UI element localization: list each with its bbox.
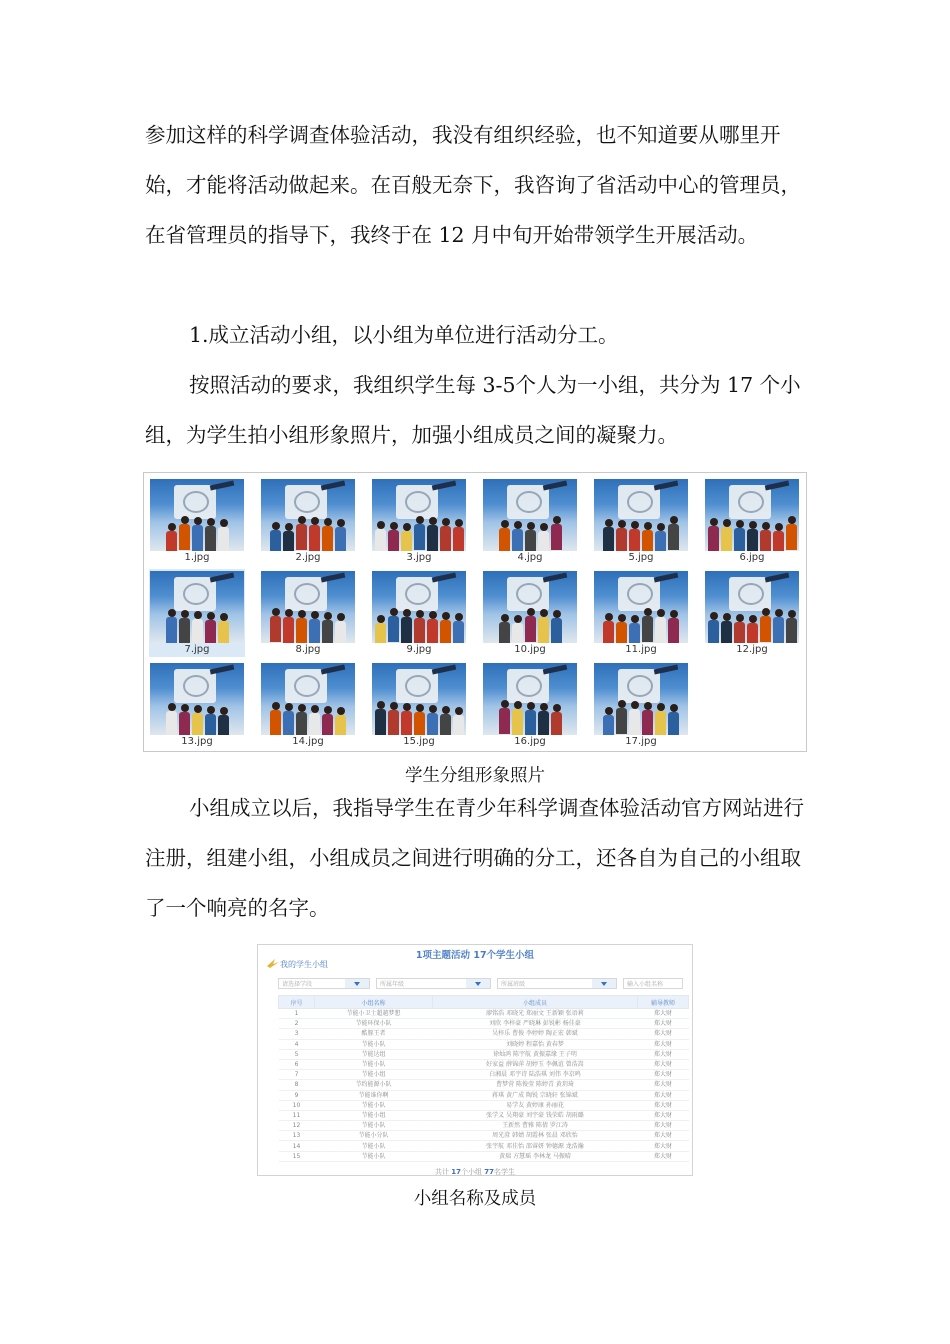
- cell-group-name: 节能小分队: [315, 1131, 433, 1141]
- section-heading: 1.成立活动小组，以小组为单位进行活动分工。: [189, 323, 619, 347]
- cell-teacher: 郑大财: [638, 1049, 689, 1059]
- table-row: [279, 1070, 689, 1080]
- photo-thumbnail[interactable]: [371, 569, 467, 657]
- summary-prefix: 共计: [435, 1168, 450, 1176]
- photo-image: [483, 571, 577, 643]
- photo-thumbnail[interactable]: [482, 661, 578, 749]
- cell-group-name: 节能小组: [315, 1070, 433, 1080]
- cell-index: 1: [279, 1009, 315, 1019]
- cell-members: 徐灿鸿 陈宇航 黄振嘉缘 王子明: [433, 1049, 638, 1059]
- cell-index: 5: [279, 1049, 315, 1059]
- cell-members: 张宇航 邓佳怡 邵睿妍 钟德源 龙浩瀚: [433, 1141, 638, 1151]
- table-row: [279, 1039, 689, 1049]
- cell-members: 曹梦营 陈俊莹 陈婷青 黄玥琦: [433, 1080, 638, 1090]
- photo-image: [261, 663, 355, 735]
- cell-group-name: 酷豚王者: [315, 1029, 433, 1039]
- paragraph-groups: 按照活动的要求，我组织学生每 3-5个人为一小组，共分为 17 个小组，为学生拍小组形象照片，加强小组成员之间的凝聚力。: [145, 373, 801, 447]
- photo-filename: 10.jpg: [514, 644, 546, 655]
- stage-select[interactable]: [278, 978, 370, 989]
- cell-group-name: 节能谁你啊: [315, 1090, 433, 1100]
- grade-select-label: 所属年级: [380, 981, 405, 988]
- photo-grid: [143, 472, 807, 752]
- photo-image: [150, 479, 244, 551]
- cell-teacher: 郑大财: [638, 1110, 689, 1120]
- cell-members: 黄瑞 方慧瑶 李林龙 马振晴: [433, 1151, 638, 1161]
- photo-filename: 9.jpg: [406, 644, 432, 655]
- group-list-brand: 我的学生小组: [280, 960, 328, 969]
- cell-members: 刘晓婷 程嘉怡 黄春梦: [433, 1039, 638, 1049]
- photo-image: [483, 663, 577, 735]
- cell-group-name: 节能小卫士超越梦想: [315, 1009, 433, 1019]
- photo-filename: 7.jpg: [184, 644, 210, 655]
- photo-thumbnail[interactable]: [371, 661, 467, 749]
- cell-index: 13: [279, 1131, 315, 1141]
- cell-members: 好家益 薛锦萍 胡婷玉 李佩谊 曾浩嵩: [433, 1059, 638, 1069]
- photo-caption: 学生分组形象照片: [405, 766, 545, 786]
- cell-teacher: 郑大财: [638, 1039, 689, 1049]
- cell-index: 3: [279, 1029, 315, 1039]
- stage-select-label: 请选择学段: [282, 981, 313, 988]
- class-select[interactable]: [497, 978, 617, 989]
- cell-teacher: 郑大财: [638, 1059, 689, 1069]
- cell-members: 廖铭浩 邓晓光 郑丽文 王新颖 张语莉: [433, 1009, 638, 1019]
- photo-image: [372, 663, 466, 735]
- photo-image: [594, 479, 688, 551]
- cell-members: 吴梓乐 曹俊 李婷婷 陶正宏 韩斌: [433, 1029, 638, 1039]
- photo-thumbnail[interactable]: [149, 569, 245, 657]
- photo-thumbnail[interactable]: [149, 661, 245, 749]
- photo-image: [150, 571, 244, 643]
- photo-filename: 15.jpg: [403, 736, 435, 747]
- photo-filename: 12.jpg: [736, 644, 768, 655]
- cell-index: 14: [279, 1141, 315, 1151]
- cell-members: 张学义 吴翔豪 刘宇豪 钱荣皓 胡雨璐: [433, 1110, 638, 1120]
- cell-teacher: 郑大财: [638, 1080, 689, 1090]
- cell-index: 6: [279, 1059, 315, 1069]
- paragraph-registration: 小组成立以后，我指导学生在青少年科学调查体验活动官方网站进行注册，组建小组，小组成员之间进行明确的分工，还各自为自己的小组取了一个响亮的名字。: [145, 796, 804, 920]
- photo-filename: 13.jpg: [181, 736, 213, 747]
- photo-filename: 6.jpg: [739, 552, 765, 563]
- photo-image: [705, 571, 799, 643]
- photo-filename: 8.jpg: [295, 644, 321, 655]
- cell-members: 白湘晨 邓宇诗 陆浩琪 刘伟 李京鸣: [433, 1070, 638, 1080]
- col-header-name: 小组名称: [315, 996, 433, 1009]
- cell-index: 9: [279, 1090, 315, 1100]
- photo-filename: 16.jpg: [514, 736, 546, 747]
- photo-filename: 2.jpg: [295, 552, 321, 563]
- photo-filename: 17.jpg: [625, 736, 657, 747]
- photo-thumbnail[interactable]: [704, 477, 800, 565]
- cell-teacher: 郑大财: [638, 1090, 689, 1100]
- photo-thumbnail[interactable]: [704, 569, 800, 657]
- photo-thumbnail[interactable]: [593, 569, 689, 657]
- cell-group-name: 节能小队: [315, 1141, 433, 1151]
- class-select-label: 所属班级: [501, 981, 526, 988]
- chevron-down-icon: [592, 979, 616, 988]
- table-row: [279, 1049, 689, 1059]
- cell-index: 12: [279, 1121, 315, 1131]
- photo-filename: 11.jpg: [625, 644, 657, 655]
- photo-filename: 5.jpg: [628, 552, 654, 563]
- table-row: [279, 1009, 689, 1019]
- group-table: [278, 995, 689, 1162]
- table-row: [279, 1029, 689, 1039]
- cell-group-name: 节能小组: [315, 1110, 433, 1120]
- photo-filename: 3.jpg: [406, 552, 432, 563]
- cell-teacher: 郑大财: [638, 1070, 689, 1080]
- photo-thumbnail[interactable]: [260, 661, 356, 749]
- group-list-title: 1项主题活动 17个学生小组: [415, 950, 535, 961]
- cell-members: 王新然 曹雅 陈倩 罗江涛: [433, 1121, 638, 1131]
- cell-members: 易学友 黄婷康 孙丽花: [433, 1100, 638, 1110]
- cell-teacher: 郑大财: [638, 1100, 689, 1110]
- photo-image: [261, 571, 355, 643]
- table-row: [279, 1110, 689, 1120]
- cell-members: 蒋琪 黄广成 陶锐 宗晓轩 张锦斌: [433, 1090, 638, 1100]
- cell-group-name: 节能达组: [315, 1049, 433, 1059]
- filter-bar: [278, 978, 684, 990]
- table-row: [279, 1019, 689, 1029]
- photo-filename: 14.jpg: [292, 736, 324, 747]
- photo-filename: 4.jpg: [517, 552, 543, 563]
- photo-thumbnail[interactable]: [260, 569, 356, 657]
- cell-teacher: 郑大财: [638, 1009, 689, 1019]
- col-header-teacher: 辅导教师: [638, 996, 689, 1009]
- photo-thumbnail[interactable]: [149, 477, 245, 565]
- cell-teacher: 郑大财: [638, 1029, 689, 1039]
- col-header-members: 小组成员: [433, 996, 638, 1009]
- photo-thumbnail[interactable]: [260, 477, 356, 565]
- cell-index: 15: [279, 1151, 315, 1161]
- chevron-down-icon: [466, 979, 490, 988]
- table-row: [279, 1090, 689, 1100]
- cell-teacher: 郑大财: [638, 1131, 689, 1141]
- table-caption: 小组名称及成员: [413, 1189, 537, 1209]
- table-row: [279, 1080, 689, 1090]
- summary-student-count: 77: [484, 1168, 494, 1176]
- cell-index: 7: [279, 1070, 315, 1080]
- cell-index: 2: [279, 1019, 315, 1029]
- cell-teacher: 郑大财: [638, 1151, 689, 1161]
- group-name-input[interactable]: [623, 978, 683, 989]
- cell-group-name: 节能小队: [315, 1059, 433, 1069]
- paragraph-intro: 参加这样的科学调查体验活动，我没有组织经验，也不知道要从哪里开始，才能将活动做起来。在百般无奈下，我咨询了省活动中心的管理员，在省管理员的指导下，我终于在 12 月中旬开始带领学生开展活动。: [145, 123, 801, 247]
- summary-group-count: 17: [451, 1168, 461, 1176]
- cell-teacher: 郑大财: [638, 1121, 689, 1131]
- cell-teacher: 郑大财: [638, 1141, 689, 1151]
- photo-image: [594, 663, 688, 735]
- col-header-index: 序号: [279, 996, 315, 1009]
- cell-group-name: 节约能源小队: [315, 1080, 433, 1090]
- photo-image: [372, 571, 466, 643]
- cell-index: 8: [279, 1080, 315, 1090]
- cell-group-name: 节能小队: [315, 1151, 433, 1161]
- table-row: [279, 1141, 689, 1151]
- summary-mid: 个小组: [461, 1168, 482, 1176]
- grade-select[interactable]: [376, 978, 491, 989]
- photo-thumbnail[interactable]: [593, 477, 689, 565]
- table-row: [279, 1121, 689, 1131]
- photo-thumbnail[interactable]: [371, 477, 467, 565]
- cell-members: 周光澄 韩婧 胡霞林 张晨 邓欣怡: [433, 1131, 638, 1141]
- cell-index: 10: [279, 1100, 315, 1110]
- chevron-down-icon: [345, 979, 369, 988]
- cell-group-name: 节能环保小队: [315, 1019, 433, 1029]
- photo-thumbnail[interactable]: [593, 661, 689, 749]
- cell-index: 11: [279, 1110, 315, 1120]
- table-row: [279, 1151, 689, 1161]
- cell-group-name: 节能小队: [315, 1039, 433, 1049]
- group-list-screenshot: [257, 944, 693, 1176]
- photo-filename: 1.jpg: [184, 552, 210, 563]
- photo-thumbnail[interactable]: [482, 569, 578, 657]
- cell-members: 刘欣 李梓豪 严晓琳 彭锐彬 杨佳豪: [433, 1019, 638, 1029]
- group-summary: [258, 1167, 692, 1176]
- cell-group-name: 节能小队: [315, 1100, 433, 1110]
- table-row: [279, 1131, 689, 1141]
- photo-image: [594, 571, 688, 643]
- photo-thumbnail[interactable]: [482, 477, 578, 565]
- photo-image: [372, 479, 466, 551]
- table-row: [279, 1100, 689, 1110]
- group-name-placeholder: 输入小组名称: [627, 981, 664, 988]
- photo-image: [483, 479, 577, 551]
- photo-image: [150, 663, 244, 735]
- cell-teacher: 郑大财: [638, 1019, 689, 1029]
- cell-index: 4: [279, 1039, 315, 1049]
- cell-group-name: 节能小队: [315, 1121, 433, 1131]
- table-row: [279, 1059, 689, 1069]
- summary-suffix: 名学生: [493, 1168, 515, 1176]
- photo-image: [705, 479, 799, 551]
- photo-image: [261, 479, 355, 551]
- star-icon: [266, 957, 280, 969]
